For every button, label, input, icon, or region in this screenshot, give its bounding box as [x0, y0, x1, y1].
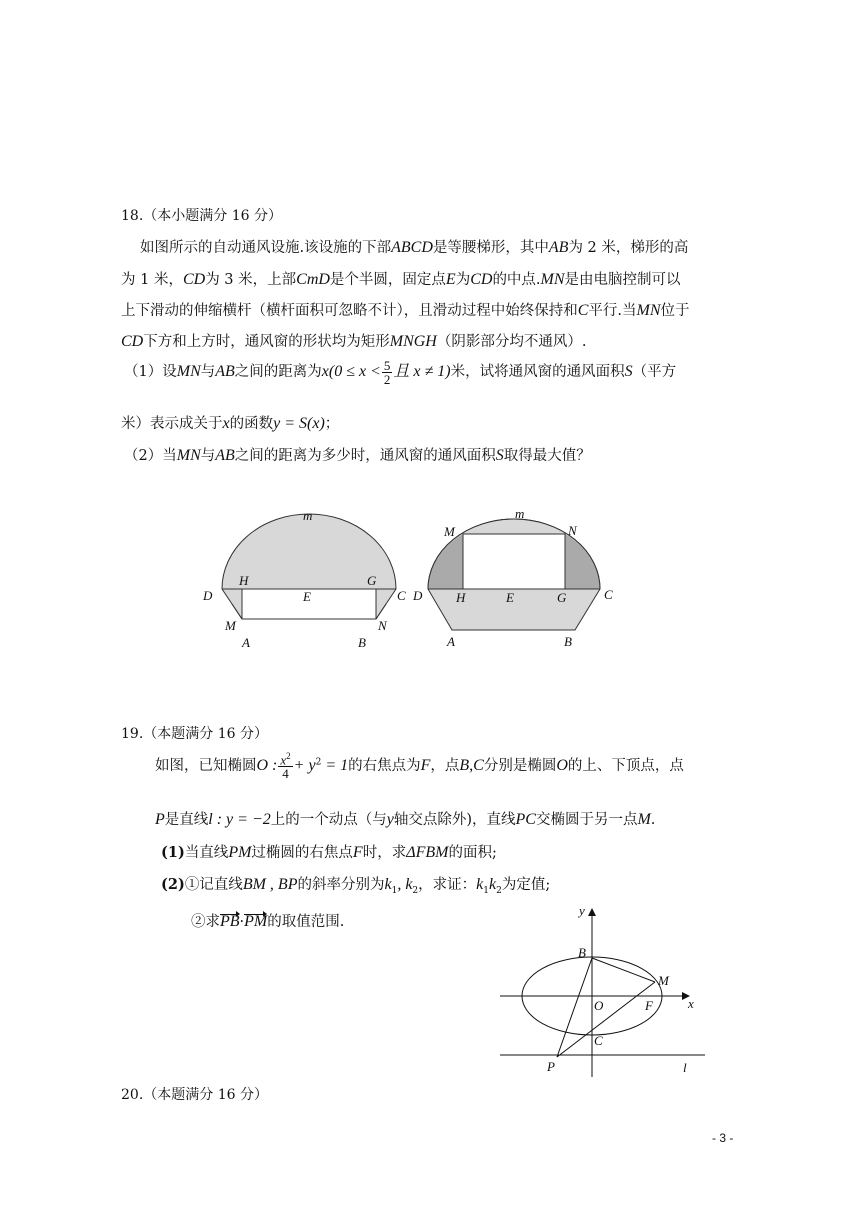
label-l: l: [683, 1060, 687, 1075]
label-A: A: [242, 635, 250, 650]
label-H-2: H: [456, 590, 466, 605]
q19-figure: [495, 900, 715, 1085]
label-D: D: [203, 588, 213, 603]
label-C: C: [397, 588, 406, 603]
q19-part2: (2)①记直线BM , BP的斜率分别为$k_1$, $k_2$，求证：$k_1k_2$为定值;: [161, 876, 551, 896]
figure-right: [412, 506, 613, 649]
q18-paragraph-line-3: 上下滑动的伸缩横杆（横杆面积可忽略不计），且滑动过程中始终保持和C平行.当MN位于: [121, 302, 690, 319]
label-P: P: [547, 1059, 555, 1074]
q18-part1-line-2: 米）表示成关于x的函数y = S(x)；: [121, 415, 340, 432]
figure-left: [202, 508, 406, 650]
q18-part1-line-1: （1）设MN与AB之间的距离为x(0 ≤ x < $\frac{5}{2}$ 且 x ≠ 1)米，试将通风窗的通风面积S（平方: [124, 357, 677, 387]
q18-figures: [195, 500, 625, 660]
q18-paragraph-line-2: 为 1 米，CD为 3 米，上部CmD是个半圆，固定点E为CD的中点.MN是由电脑控制可以: [121, 271, 681, 288]
label-x: x: [688, 996, 694, 1011]
label-B: B: [358, 635, 366, 650]
label-C-2: C: [604, 587, 613, 602]
label-B: B: [578, 945, 586, 960]
q19-paragraph-line-1: 如图，已知椭圆O : $\frac{x^2}{4}$ + $y^2 = 1$的右焦点为F，点B,C分别是椭圆O的上、下顶点，点: [155, 751, 684, 782]
label-M: M: [658, 973, 669, 988]
fraction-x2-over-4: $\frac{x^2}{4}$: [280, 751, 291, 782]
q18-part2: （2）当MN与AB之间的距离为多少时，通风窗的通风面积S取得最大值？: [124, 447, 591, 464]
fraction-five-halves: $\frac{5}{2}$: [383, 357, 391, 387]
label-M-2: M: [444, 524, 455, 539]
label-G-2: G: [557, 590, 567, 605]
q19-part2b: ②求PB·PM的取值范围.: [191, 913, 345, 930]
q19-paragraph-line-2: P是直线l : y = −2上的一个动点（与y轴交点除外)，直线PC交椭圆于另一点M.: [155, 811, 656, 828]
vector-PM: PM: [244, 913, 268, 930]
q19-part1: (1)当直线PM过椭圆的右焦点F时，求ΔFBM的面积;: [161, 844, 497, 861]
label-m: m: [303, 508, 313, 523]
label-D-2: D: [413, 588, 423, 603]
q18-paragraph-line-1: 如图所示的自动通风设施.该设施的下部ABCD是等腰梯形，其中AB为 2 米，梯形的高: [140, 239, 689, 256]
label-y: y: [579, 903, 585, 918]
label-E-2: E: [506, 590, 514, 605]
label-N: N: [378, 618, 387, 633]
window-rect-right: [463, 534, 565, 589]
q20-header: 20.（本题满分 16 分）: [121, 1087, 268, 1103]
label-N-2: N: [568, 523, 577, 538]
label-E: E: [303, 589, 311, 604]
q18-header: 18.（本小题满分 16 分）: [121, 208, 282, 224]
label-C: C: [594, 1033, 603, 1048]
label-G: G: [367, 573, 377, 588]
label-B-2: B: [564, 634, 572, 649]
label-A-2: A: [447, 634, 455, 649]
label-F: F: [645, 998, 653, 1013]
label-M: M: [225, 618, 236, 633]
page-number: - 3 -: [712, 1131, 734, 1145]
vector-PB: PB: [220, 913, 240, 930]
label-m-2: m: [515, 506, 525, 521]
q19-header: 19.（本题满分 16 分）: [121, 726, 268, 742]
q18-paragraph-line-4: CD下方和上方时，通风窗的形状均为矩形MNGH（阴影部分均不通风）.: [121, 333, 587, 350]
label-O: O: [594, 998, 604, 1013]
label-H: H: [239, 573, 249, 588]
